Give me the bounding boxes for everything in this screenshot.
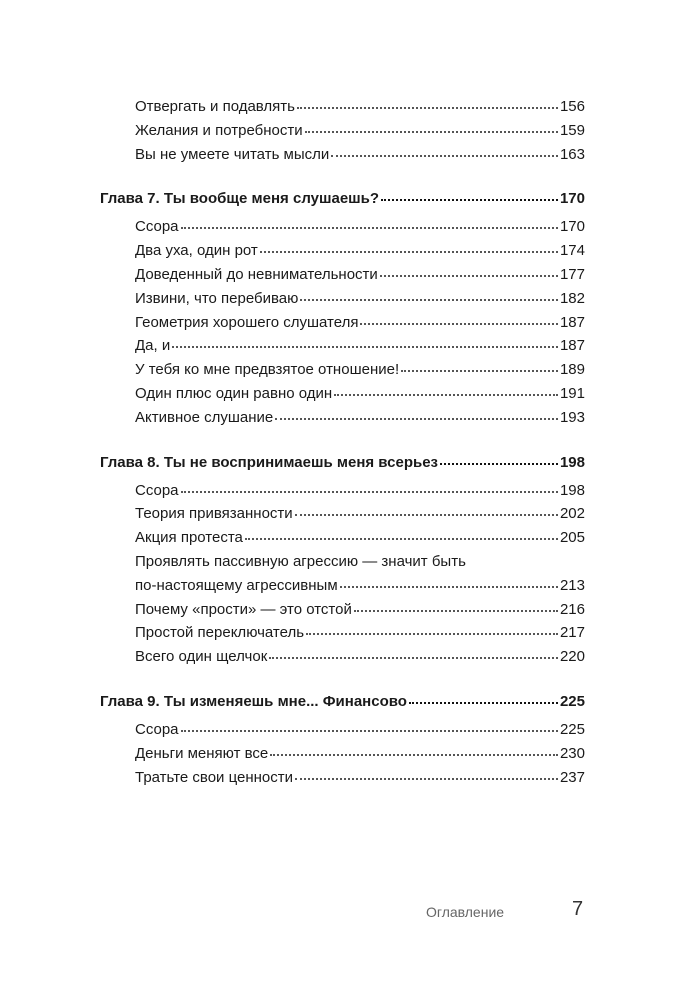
toc-entry-page: 237: [559, 768, 585, 786]
dot-leader: [295, 767, 558, 782]
toc-entry: [100, 358, 585, 382]
toc-entry-label: Ссора: [135, 481, 179, 499]
toc-chapter-8: [100, 451, 585, 669]
toc-entry-page: 174: [559, 242, 585, 260]
toc-entry-label: Ссора: [135, 218, 179, 236]
dot-leader: [305, 120, 558, 135]
dot-leader: [270, 743, 558, 758]
dot-leader: [181, 216, 558, 231]
toc-entry: [100, 311, 585, 335]
chapter-heading: [100, 451, 585, 475]
toc-entry: [100, 239, 585, 263]
chapter-page: 225: [559, 692, 585, 710]
toc-entry-page: 159: [559, 121, 585, 139]
toc-entry: [100, 215, 585, 239]
toc-entry-page: 205: [559, 529, 585, 547]
toc-entry: [100, 718, 585, 742]
toc-entry-page: 213: [559, 576, 585, 594]
dot-leader: [181, 719, 558, 734]
dot-leader: [181, 480, 558, 495]
toc-entry-page: 170: [559, 218, 585, 236]
toc-entry: [100, 479, 585, 503]
toc-entry-label: Геометрия хорошего слушателя: [135, 313, 359, 331]
toc-entry-page: 202: [559, 505, 585, 523]
toc-entry-page: 220: [559, 648, 585, 666]
toc-chapter-7: [100, 187, 585, 429]
toc-entry: [100, 526, 585, 550]
toc-entry: [100, 742, 585, 766]
toc-entry-page: 163: [559, 145, 585, 163]
dot-leader: [172, 335, 558, 350]
toc-entry-label: Извини, что перебиваю: [135, 289, 299, 307]
toc-entry-label: Один плюс один равно один: [135, 384, 333, 402]
toc-entry: [100, 645, 585, 669]
dot-leader: [334, 383, 558, 398]
chapter-title: Глава 8. Ты не воспринимаешь меня всерьез: [100, 453, 439, 471]
toc-entry-label: Ссора: [135, 720, 179, 738]
chapter-title: Глава 9. Ты изменяешь мне... Финансово: [100, 692, 407, 710]
dot-leader: [440, 452, 558, 467]
dot-leader: [260, 240, 558, 255]
toc-entry-label: Да, и: [135, 337, 171, 355]
dot-leader: [360, 312, 558, 327]
toc-entry-line-2: [100, 574, 585, 598]
dot-leader: [245, 527, 558, 542]
toc-entry: [100, 382, 585, 406]
toc-entry: [100, 119, 585, 143]
toc-entry: [100, 621, 585, 645]
chapter-title: Глава 7. Ты вообще меня слушаешь?: [100, 190, 380, 208]
toc-entry: [100, 334, 585, 358]
chapter-heading: [100, 690, 585, 714]
dot-leader: [331, 144, 558, 159]
dot-leader: [306, 622, 558, 637]
dot-leader: [354, 599, 558, 614]
toc-entry-label: Почему «прости» — это отстой: [135, 600, 352, 618]
toc-entry-page: 225: [559, 720, 585, 738]
toc-chapter-9: [100, 690, 585, 789]
toc-entry-label: Доведенный до невнимательности: [135, 265, 378, 283]
dot-leader: [297, 96, 558, 111]
dot-leader: [380, 264, 558, 279]
running-footer-section: Оглавление: [426, 904, 505, 920]
toc-entry-page: 187: [559, 337, 585, 355]
toc-entry-label: Отвергать и подавлять: [135, 98, 295, 115]
toc-entry-label-continued: по-настоящему агрессивным: [135, 576, 338, 594]
toc-entry-label: Проявлять пассивную агрессию — значит быть: [135, 552, 466, 570]
toc-entry: [100, 95, 585, 119]
toc-entry: [100, 287, 585, 311]
toc-entry-label: Простой переключатель: [135, 624, 305, 642]
toc-entry-label: Желания и потребности: [135, 121, 303, 139]
dot-leader: [275, 407, 558, 422]
toc-entry-page: 156: [559, 98, 585, 115]
toc-entry-page: 191: [559, 384, 585, 402]
toc-entry-label: Теория привязанности: [135, 505, 293, 523]
dot-leader: [269, 646, 558, 661]
toc-entry-label: Всего один щелчок: [135, 648, 268, 666]
page-number: 7: [572, 898, 584, 920]
toc-entry-label: Деньги меняют все: [135, 744, 269, 762]
toc-entry: [100, 143, 585, 167]
toc-entry-page: 217: [559, 624, 585, 642]
chapter-page: 170: [559, 190, 585, 208]
toc-entry-page: 187: [559, 313, 585, 331]
dot-leader: [340, 575, 558, 590]
toc-entry-line-1: [100, 550, 585, 574]
toc-entry: [100, 766, 585, 790]
toc-entry: [100, 406, 585, 430]
toc-entry-label: Тратьте свои ценности: [135, 768, 294, 786]
toc-entry-label: У тебя ко мне предвзятое отношение!: [135, 361, 400, 379]
toc-entry-page: 193: [559, 408, 585, 426]
toc-entry-label: Два уха, один рот: [135, 242, 258, 260]
toc-top-entries: [100, 95, 585, 166]
toc-entry-page: 216: [559, 600, 585, 618]
toc-entry-page: 198: [559, 481, 585, 499]
toc-entry-page: 189: [559, 361, 585, 379]
toc-entry-page: 182: [559, 289, 585, 307]
toc-entry-label: Вы не умеете читать мысли: [135, 145, 330, 163]
toc-entry-label: Акция протеста: [135, 529, 243, 547]
chapter-heading: [100, 187, 585, 211]
chapter-page: 198: [559, 453, 585, 471]
toc-entry: [100, 263, 585, 287]
dot-leader: [401, 359, 558, 374]
toc-entry-page: 177: [559, 265, 585, 283]
dot-leader: [300, 288, 558, 303]
toc-entry-page: 230: [559, 744, 585, 762]
dot-leader: [295, 503, 558, 518]
dot-leader: [381, 188, 558, 203]
toc-entry: [100, 598, 585, 622]
table-of-contents: [100, 95, 585, 789]
toc-entry: [100, 502, 585, 526]
dot-leader: [409, 691, 558, 706]
toc-entry-label: Активное слушание: [135, 408, 274, 426]
